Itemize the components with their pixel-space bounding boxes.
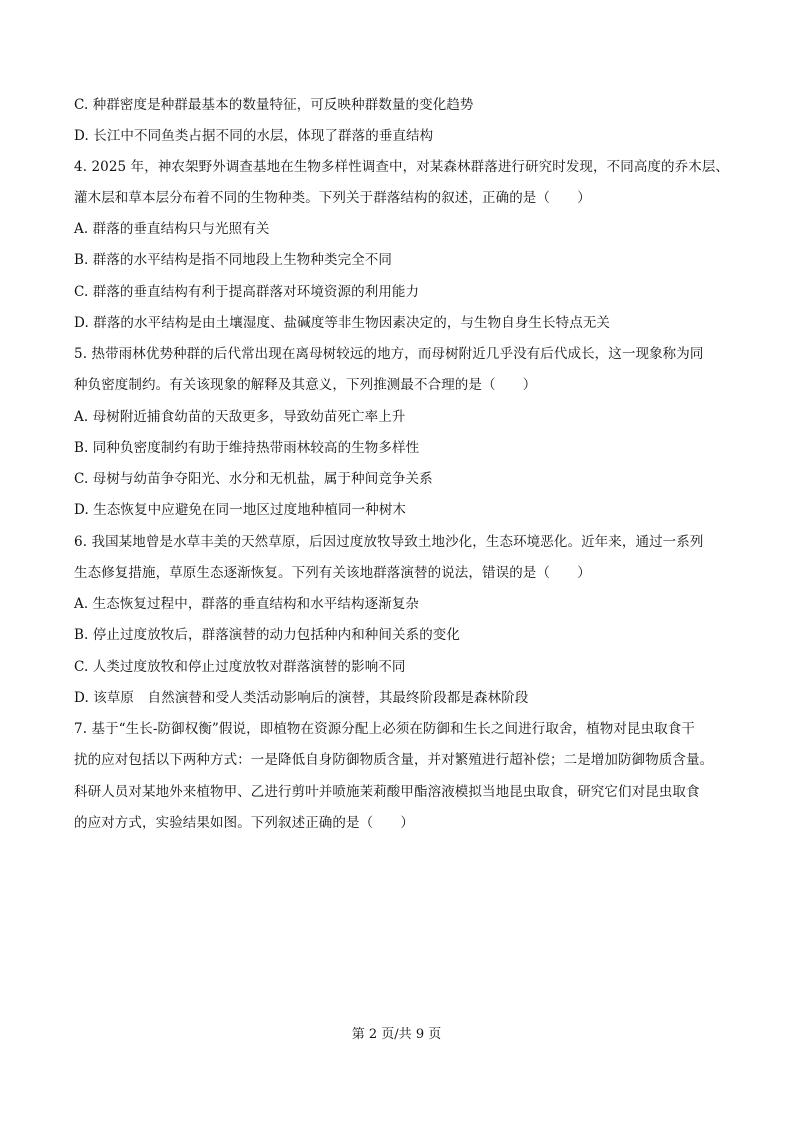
question-4-line-1: 4. 2025 年，神农架野外调查基地在生物多样性调查中，对某森林群落进行研究时发现，不同高度的乔木层、 bbox=[74, 159, 730, 175]
question-7-line-2: 扰的应对包括以下两种方式：一是降低自身防御物质含量，并对繁殖进行超补偿；二是增加防御物质含量。 bbox=[74, 752, 714, 768]
question-6-line-1: 6. 我国某地曾是水草丰美的天然草原，后因过度放牧导致土地沙化，生态环境恶化。近年来，通过一系列 bbox=[74, 534, 704, 550]
option-3c: C. 种群密度是种群最基本的数量特征，可反映种群数量的变化趋势 bbox=[74, 97, 474, 113]
option-3d: D. 长江中不同鱼类占据不同的水层，体现了群落的垂直结构 bbox=[74, 128, 434, 144]
option-4a: A. 群落的垂直结构只与光照有关 bbox=[74, 221, 270, 237]
question-6-line-2: 生态修复措施，草原生态逐渐恢复。下列有关该地群落演替的说法，错误的是（ ） bbox=[74, 565, 591, 581]
option-4b: B. 群落的水平结构是指不同地段上生物种类完全不同 bbox=[74, 252, 393, 268]
option-6c: C. 人类过度放牧和停止过度放牧对群落演替的影响不同 bbox=[74, 659, 406, 675]
option-6a: A. 生态恢复过程中，群落的垂直结构和水平结构逐渐复杂 bbox=[74, 596, 420, 612]
option-5c: C. 母树与幼苗争夺阳光、水分和无机盐，属于种间竞争关系 bbox=[74, 471, 433, 487]
option-4d: D. 群落的水平结构是由土壤湿度、盐碱度等非生物因素决定的，与生物自身生长特点无关 bbox=[74, 315, 611, 331]
question-7-line-1: 7. 基于“生长-防御权衡”假说，即植物在资源分配上必须在防御和生长之间进行取舍，植物对昆虫取食干 bbox=[74, 721, 695, 737]
question-4-line-2: 灌木层和草本层分布着不同的生物种类。下列关于群落结构的叙述，正确的是（ ） bbox=[74, 190, 591, 206]
option-5d: D. 生态恢复中应避免在同一地区过度地种植同一种树木 bbox=[74, 502, 407, 518]
question-7-line-3: 科研人员对某地外来植物甲、乙进行剪叶并喷施茉莉酸甲酯溶液模拟当地昆虫取食，研究它们对昆虫取食 bbox=[74, 784, 700, 800]
option-5b: B. 同种负密度制约有助于维持热带雨林较高的生物多样性 bbox=[74, 440, 420, 456]
question-7-line-4: 的应对方式，实验结果如图。下列叙述正确的是（ ） bbox=[74, 815, 414, 831]
option-6d: D. 该草原 自然演替和受人类活动影响后的演替，其最终阶段都是森林阶段 bbox=[74, 690, 529, 706]
option-6b: B. 停止过度放牧后，群落演替的动力包括种内和种间关系的变化 bbox=[74, 627, 461, 643]
option-4c: C. 群落的垂直结构有利于提高群落对环境资源的利用能力 bbox=[74, 284, 420, 300]
page-footer: 第 2 页/共 9 页 bbox=[351, 1027, 442, 1042]
option-5a: A. 母树附近捕食幼苗的天敌更多，导致幼苗死亡率上升 bbox=[74, 409, 406, 425]
question-5-line-2: 种负密度制约。有关该现象的解释及其意义，下列推测最不合理的是（ ） bbox=[74, 377, 537, 393]
question-5-line-1: 5. 热带雨林优势种群的后代常出现在离母树较远的地方，而母树附近几乎没有后代成长，这一现象称为同 bbox=[74, 346, 704, 362]
